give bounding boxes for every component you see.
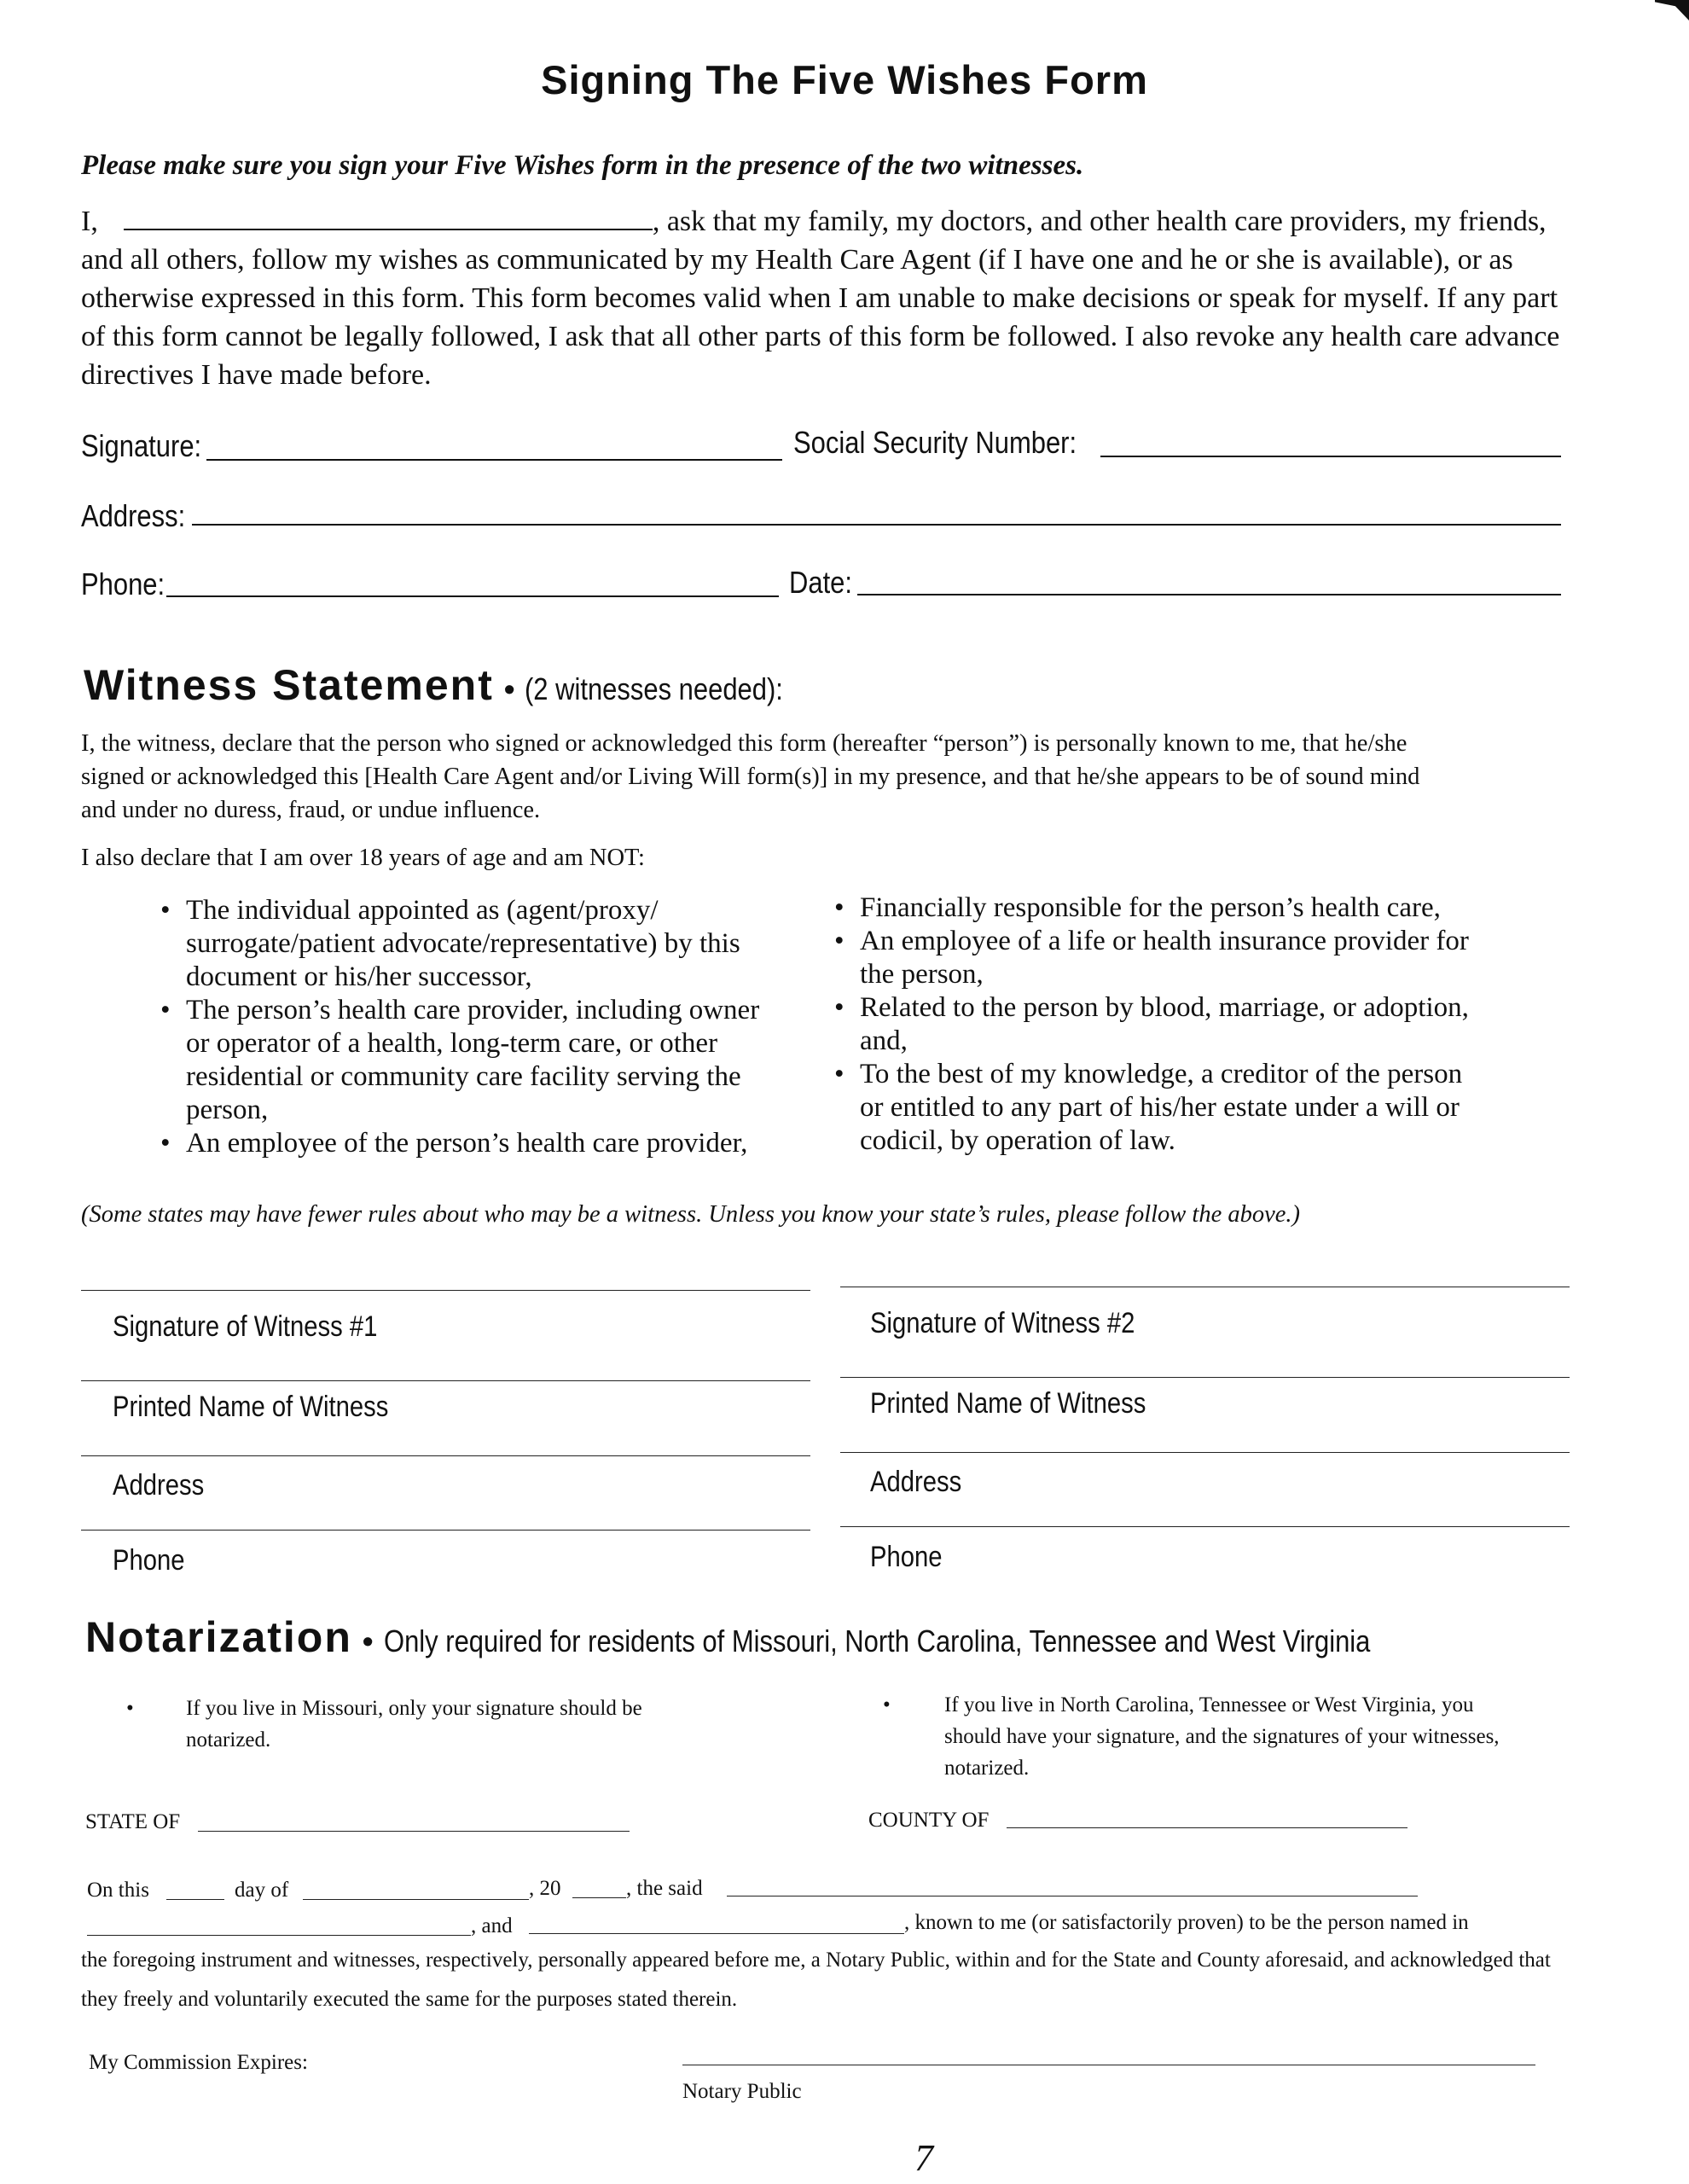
address-field[interactable] [192,524,1561,526]
page-title: Signing The Five Wishes Form [541,57,1148,102]
signature-field[interactable] [206,459,782,461]
scan-edge-mark [1655,0,1689,20]
on-this-label: On this [87,1879,149,1902]
county-of-field[interactable] [1007,1827,1408,1828]
list-item: • The person’s health care provider, including owner or operator of a health, long-term care, or other residential or community care facility serving the person, [160,994,775,1127]
bullet-dot: • [883,1693,891,1716]
year-prefix: , 20 [529,1877,561,1900]
phone-field[interactable] [166,595,779,597]
witness-bullets-left [160,894,775,1160]
ssn-field[interactable] [1100,456,1561,457]
witness2-phone-field[interactable] [840,1526,1570,1527]
witness1-name-label: Printed Name of Witness [113,1391,389,1423]
year-field[interactable] [572,1897,626,1898]
notarization-heading-dot: • [362,1623,374,1658]
witness-note: (Some states may have fewer rules about who may be a witness. Unless you know your state’s rules, please follow the above.) [81,1201,1301,1228]
phone-label: Phone: [81,566,165,601]
witness-declaration: I, the witness, declare that the person who signed or acknowledged this form (hereafter “person”) is personally known to me, that he/she signed or acknowledged this [Health Care Agent and/or Living Will form(s)] in my presence, and that he/she appears to be of sound mind and under no duress, fraud, or undue influence. [81,730,1420,823]
commission-label: My Commission Expires: [89,2051,308,2074]
date-label: Date: [789,565,853,600]
witness2-name-label: Printed Name of Witness [870,1387,1146,1420]
witness-also-declare: I also declare that I am over 18 years of age and am NOT: [81,845,645,871]
witness1-signature-field[interactable] [81,1290,810,1291]
signature-label: Signature: [81,428,202,463]
list-item: • Financially responsible for the person’s health care, [834,892,1483,925]
witness1-signature-label: Signature of Witness #1 [113,1310,378,1343]
witness2-notary-name-field[interactable] [529,1933,904,1934]
witness-heading-dot: • [503,671,515,706]
address-label: Address: [81,498,186,533]
witness2-address-field[interactable] [840,1452,1570,1453]
day-field[interactable] [166,1899,224,1900]
witness2-name-field[interactable] [840,1377,1570,1378]
witness-heading-title: Witness Statement [84,661,494,709]
witness1-address-label: Address [113,1469,205,1502]
witness-heading [84,660,826,710]
witness2-phone-label: Phone [870,1541,943,1573]
day-of-label: day of [235,1879,289,1902]
list-item: • An employee of a life or health insurance provider for the person, [834,925,1483,991]
notarization-heading [85,1612,1530,1662]
county-of-label: COUNTY OF [868,1809,990,1832]
intro-prefix: I, [81,206,98,237]
list-item: • The individual appointed as (agent/proxy/ surrogate/patient advocate/representative) by this document or his/her successor, [160,894,775,994]
name-field[interactable] [124,201,653,230]
witness1-phone-label: Phone [113,1544,185,1577]
witness1-notary-name-field[interactable] [87,1935,471,1936]
bullet-dot: • [126,1697,134,1720]
known-to-me-text: , known to me (or satisfactorily proven) to be the person named in [904,1911,1469,1934]
witness-bullets-right [834,892,1483,1158]
intro-paragraph [81,201,1570,394]
notary-paragraph: the foregoing instrument and witnesses, respectively, personally appeared before me, a Notary Public, within and for the State and County aforesaid, and acknowledged that they freely and voluntarily executed the same for the purposes stated therein. [81,1949,1551,2011]
date-field[interactable] [857,594,1561,595]
notarization-heading-title: Notarization [85,1613,352,1661]
the-said-label: , the said [626,1877,703,1900]
list-item: • Related to the person by blood, marriage, or adoption, and, [834,991,1483,1058]
intro-text: , ask that my family, my doctors, and other health care providers, my friends, and all others, follow my wishes as communicated by my Health Care Agent (if I have one and he or she is available), or as otherwise expressed in this form. This form becomes valid when I am unable to make decisions or speak for myself. If any part of this form cannot be legally followed, I ask that all other parts of this form be followed. I also revoke any health care advance directives I have made before. [81,206,1560,391]
page-number: 7 [914,2137,933,2179]
witness1-phone-field[interactable] [81,1530,810,1531]
month-field[interactable] [303,1899,529,1900]
notary-bullet-missouri: If you live in Missouri, only your signature should be notarized. [186,1697,642,1751]
form-instruction: Please make sure you sign your Five Wishes form in the presence of the two witnesses. [81,150,1084,181]
notarization-heading-sub: Only required for residents of Missouri, North Carolina, Tennessee and West Virginia [383,1623,1370,1658]
witness2-signature-label: Signature of Witness #2 [870,1307,1135,1339]
and-label: , and [471,1914,513,1937]
witness2-address-label: Address [870,1466,962,1498]
witness1-address-field[interactable] [81,1455,810,1456]
ssn-label: Social Security Number: [793,425,1077,460]
state-of-label: STATE OF [85,1810,181,1833]
list-item: • An employee of the person’s health care provider, [160,1127,775,1160]
list-item: • To the best of my knowledge, a creditor of the person or entitled to any part of his/her estate under a will or codicil, by operation of law. [834,1058,1483,1158]
notary-public-label: Notary Public [682,2080,802,2103]
notary-bullet-nc-tn-wv: If you live in North Carolina, Tennessee or West Virginia, you should have your signature, and the signatures of your witnesses, notarized. [944,1693,1500,1780]
witness1-name-field[interactable] [81,1380,810,1381]
witness-heading-sub: (2 witnesses needed): [525,671,784,706]
state-of-field[interactable] [198,1831,630,1832]
